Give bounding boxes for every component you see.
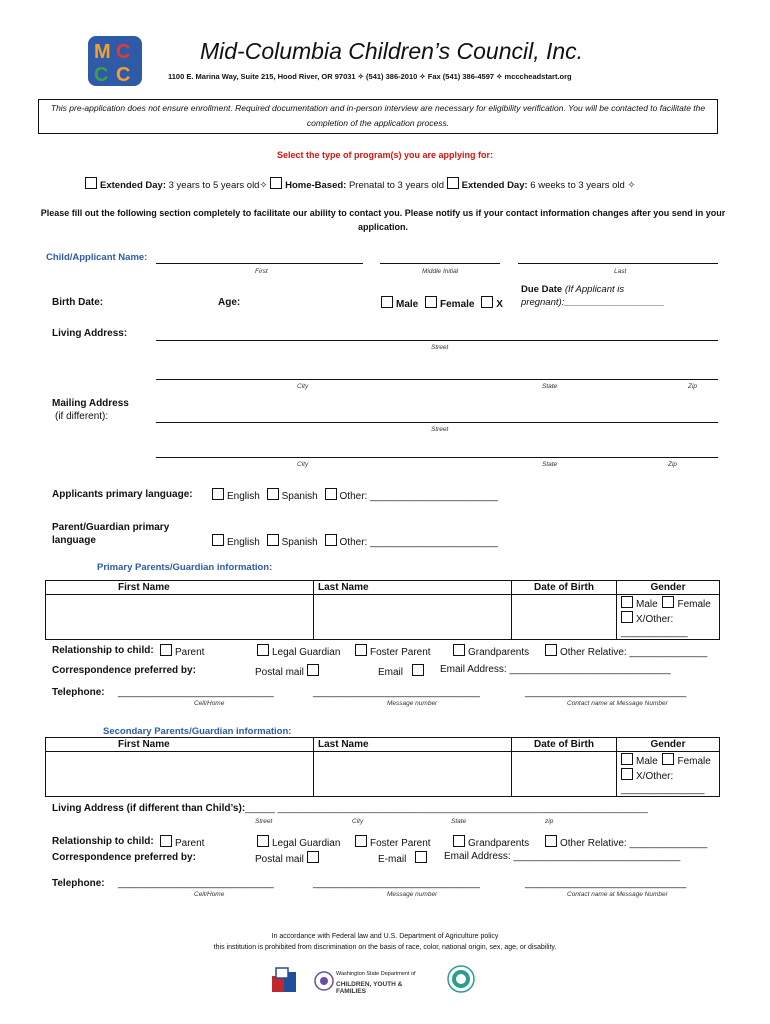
primary-gender-cell	[617, 595, 720, 640]
xother-label[interactable]: X/Other: _______________	[621, 771, 705, 795]
dcyf-logo	[314, 968, 434, 994]
opt1-text: 3 years to 5 years old✧	[166, 180, 268, 191]
pg-lang-english-checkbox[interactable]	[212, 534, 224, 546]
female-label: Female	[677, 756, 711, 767]
primary-email-checkbox[interactable]	[412, 664, 424, 676]
instructions: Please fill out the following section completely to facilitate our ability to contact you. Please notify us if your contact information changes after you send in your application.	[40, 208, 726, 232]
english-label: English	[227, 537, 260, 548]
secondary-grand-option	[453, 835, 529, 849]
due-date	[521, 283, 665, 309]
last-caption: Last	[614, 268, 627, 275]
program-options	[85, 177, 635, 191]
seal-logo	[447, 965, 475, 996]
opt3-text: 6 weeks to 3 years old ✧	[527, 180, 636, 191]
secondary-guardian-table	[45, 737, 720, 797]
primary-other-rel-option	[545, 644, 707, 658]
secondary-xother-checkbox[interactable]	[621, 768, 633, 780]
primary-last-name-cell[interactable]	[314, 595, 512, 640]
primary-heading: Primary Parents/Guardian information:	[97, 562, 273, 573]
mailing-address-label: Mailing Address	[52, 398, 129, 409]
street-caption: Street	[255, 818, 273, 825]
x-label: X	[496, 299, 503, 310]
state-caption: State	[542, 383, 558, 390]
state-caption: State	[542, 461, 558, 468]
postal-label: Postal mail	[255, 667, 304, 678]
opt2-text: Prenatal to 3 years old	[346, 180, 445, 191]
primary-first-name-cell[interactable]	[46, 595, 314, 640]
secondary-foster-checkbox[interactable]	[355, 835, 367, 847]
secondary-email-option	[378, 851, 430, 865]
notice-text: This pre-application does not ensure enrollment. Required documentation and in-person interview are necessary for eligibility verification. You will be contacted to facilitate the completion of the application process.	[50, 103, 706, 128]
home-based-checkbox[interactable]	[270, 177, 282, 189]
col-dob: Date of Birth	[534, 582, 594, 593]
primary-corr-label: Correspondence preferred by:	[52, 665, 196, 676]
primary-xother-checkbox[interactable]	[621, 611, 633, 623]
legal-guardian-label: Legal Guardian	[272, 838, 341, 849]
primary-parent-checkbox[interactable]	[160, 644, 172, 656]
spanish-label: Spanish	[281, 491, 318, 502]
middle-caption: Middle Initial	[422, 268, 459, 275]
primary-parent-option	[160, 644, 204, 658]
age-label: Age:	[218, 297, 241, 308]
opt2-label: Home-Based:	[285, 180, 347, 191]
secondary-gender-cell	[617, 752, 720, 797]
secondary-heading: Secondary Parents/Guardian information:	[103, 726, 292, 737]
secondary-living-label: Living Address (if different than Child’s):	[52, 803, 246, 814]
xother-label[interactable]: X/Other: ____________	[621, 614, 688, 638]
secondary-phone-cell-field[interactable]: ____________________________	[118, 878, 274, 889]
secondary-other-relative-checkbox[interactable]	[545, 835, 557, 847]
secondary-parent-checkbox[interactable]	[160, 835, 172, 847]
lang-english-checkbox[interactable]	[212, 488, 224, 500]
child-gender	[381, 296, 503, 310]
primary-legal-guardian-checkbox[interactable]	[257, 644, 269, 656]
pg-language-label	[52, 521, 169, 547]
primary-other-relative-checkbox[interactable]	[545, 644, 557, 656]
secondary-male-checkbox[interactable]	[621, 753, 633, 765]
secondary-legal-guardian-checkbox[interactable]	[257, 835, 269, 847]
foster-label: Foster Parent	[370, 647, 431, 658]
pg-lang-spanish-checkbox[interactable]	[267, 534, 279, 546]
male-label: Male	[396, 299, 419, 310]
legal-guardian-label: Legal Guardian	[272, 647, 341, 658]
primary-foster-checkbox[interactable]	[355, 644, 367, 656]
child-x-checkbox[interactable]	[481, 296, 493, 308]
extended-day-6wk-checkbox[interactable]	[447, 177, 459, 189]
zip-caption: zip	[545, 818, 554, 825]
birth-date-label: Birth Date:	[52, 297, 104, 308]
parent-label: Parent	[175, 838, 205, 849]
applicant-language-options	[212, 488, 498, 502]
primary-postal-checkbox[interactable]	[307, 664, 319, 676]
english-label: English	[227, 491, 260, 502]
col-gender: Gender	[650, 739, 686, 750]
blocks-logo	[270, 966, 298, 997]
secondary-last-name-cell[interactable]	[314, 752, 512, 797]
due-date-text: (If Applicant is	[562, 284, 625, 295]
mailing-city-state-zip-field[interactable]	[156, 457, 718, 458]
col-last-name: Last Name	[318, 739, 369, 750]
email-label: E-mail	[378, 854, 407, 865]
secondary-parent-option	[160, 835, 204, 849]
living-street-field[interactable]	[156, 340, 718, 341]
pg-language-label-2: language	[52, 535, 96, 546]
extended-day-3to5-checkbox[interactable]	[85, 177, 97, 189]
first-caption: First	[255, 268, 268, 275]
primary-phone-message-field[interactable]: ______________________________	[313, 687, 480, 698]
female-label: Female	[677, 599, 711, 610]
living-address-label: Living Address:	[52, 328, 128, 339]
col-first-name: First Name	[118, 582, 170, 593]
male-label: Male	[636, 756, 658, 767]
grandparents-label: Grandparents	[468, 838, 530, 849]
footer-line-1: In accordance with Federal law and U.S. Department of Agriculture policy	[271, 933, 499, 940]
secondary-first-name-cell[interactable]	[46, 752, 314, 797]
street-caption: Street	[431, 426, 449, 433]
child-last-name-field[interactable]	[518, 263, 718, 264]
svg-text:C: C	[116, 64, 131, 86]
living-city-state-zip-field[interactable]	[156, 379, 718, 380]
secondary-female-checkbox[interactable]	[662, 753, 674, 765]
mailing-street-field[interactable]	[156, 422, 718, 423]
opt1-label: Extended Day:	[100, 180, 166, 191]
pg-language-label-1: Parent/Guardian primary	[52, 522, 170, 533]
col-first-name: First Name	[118, 739, 170, 750]
secondary-postal-option	[255, 851, 322, 865]
svg-text:M: M	[94, 41, 111, 63]
pg-lang-other-checkbox[interactable]	[325, 534, 337, 546]
secondary-corr-label: Correspondence preferred by:	[52, 852, 196, 863]
state-caption: State	[451, 818, 467, 825]
primary-relationship-label: Relationship to child:	[52, 645, 154, 656]
secondary-relationship-label: Relationship to child:	[52, 836, 154, 847]
primary-telephone-label: Telephone:	[52, 687, 105, 698]
primary-legal-option	[257, 644, 340, 658]
secondary-other-rel-option	[545, 835, 707, 849]
program-heading: Select the type of program(s) you are applying for:	[276, 150, 494, 160]
female-label: Female	[440, 299, 475, 310]
city-caption: City	[352, 818, 364, 825]
secondary-phone-message-field[interactable]: ______________________________	[313, 878, 480, 889]
due-date-text2[interactable]: pregnant):___________________	[521, 297, 665, 308]
contact-caption: Contact name at Message Number	[567, 700, 668, 707]
dcyf-line1: Washington State Department of	[336, 971, 416, 977]
primary-phone-cell-field[interactable]: ____________________________	[118, 687, 274, 698]
secondary-foster-option	[355, 835, 431, 849]
message-caption: Message number	[387, 700, 438, 707]
secondary-dob-cell[interactable]	[512, 752, 617, 797]
lang-spanish-checkbox[interactable]	[267, 488, 279, 500]
primary-email-address[interactable]: Email Address: _____________________________	[440, 664, 671, 675]
mccc-logo	[88, 36, 142, 86]
primary-grandparents-checkbox[interactable]	[453, 644, 465, 656]
child-female-checkbox[interactable]	[425, 296, 437, 308]
primary-email-option	[378, 664, 427, 678]
primary-dob-cell[interactable]	[512, 595, 617, 640]
parent-label: Parent	[175, 647, 205, 658]
primary-contact-name-field[interactable]: _____________________________	[525, 687, 687, 698]
primary-female-checkbox[interactable]	[662, 596, 674, 608]
grandparents-label: Grandparents	[468, 647, 530, 658]
foster-label: Foster Parent	[370, 838, 431, 849]
svg-text:C: C	[94, 64, 109, 86]
contact-caption: Contact name at Message Number	[567, 891, 668, 898]
dcyf-line2: CHILDREN, YOUTH & FAMILIES	[336, 981, 403, 995]
lang-other-checkbox[interactable]	[325, 488, 337, 500]
message-caption: Message number	[387, 891, 438, 898]
primary-grand-option	[453, 644, 529, 658]
secondary-legal-option	[257, 835, 340, 849]
primary-postal-option	[255, 664, 322, 678]
secondary-living-field[interactable]: ______ __________________________________________________________________________	[245, 803, 648, 813]
secondary-email-address[interactable]: Email Address: ______________________________	[444, 851, 681, 862]
cell-caption: Cell/Home	[194, 891, 225, 898]
footer-line-2: this institution is prohibited from discrimination on the basis of race, color, national origin, sex, age, or disability.	[213, 944, 557, 951]
secondary-telephone-label: Telephone:	[52, 878, 105, 889]
secondary-grandparents-checkbox[interactable]	[453, 835, 465, 847]
mailing-address-sub: (if different):	[55, 411, 109, 422]
other-relative-label[interactable]: Other Relative: ______________	[560, 838, 708, 849]
spanish-label: Spanish	[281, 537, 318, 548]
page-title: Mid-Columbia Children’s Council, Inc.	[200, 38, 584, 64]
other-relative-label[interactable]: Other Relative: ______________	[560, 647, 708, 658]
due-date-label: Due Date	[521, 284, 563, 295]
street-caption: Street	[431, 344, 449, 351]
other-label[interactable]: Other: _______________________	[339, 537, 498, 548]
child-name-label: Child/Applicant Name:	[46, 252, 148, 263]
svg-text:C: C	[116, 41, 131, 63]
child-middle-initial-field[interactable]	[380, 263, 500, 264]
pg-language-options	[212, 534, 498, 548]
notice-box	[38, 99, 718, 134]
city-caption: City	[297, 383, 309, 390]
male-label: Male	[636, 599, 658, 610]
secondary-postal-checkbox[interactable]	[307, 851, 319, 863]
primary-male-checkbox[interactable]	[621, 596, 633, 608]
opt3-label: Extended Day:	[461, 180, 528, 191]
secondary-contact-name-field[interactable]: _____________________________	[525, 878, 687, 889]
contact-info: 1100 E. Marina Way, Suite 215, Hood River, OR 97031 ✧ (541) 386-2010 ✧ Fax (541) 386-4597 ✧ mcccheadstart.org	[168, 72, 572, 81]
child-male-checkbox[interactable]	[381, 296, 393, 308]
zip-caption: Zip	[688, 383, 698, 390]
secondary-email-checkbox[interactable]	[415, 851, 427, 863]
col-last-name: Last Name	[318, 582, 369, 593]
city-caption: City	[297, 461, 309, 468]
child-first-name-field[interactable]	[156, 263, 363, 264]
col-gender: Gender	[650, 582, 686, 593]
cell-caption: Cell/Home	[194, 700, 225, 707]
zip-caption: Zip	[668, 461, 678, 468]
email-label: Email	[378, 667, 404, 678]
col-dob: Date of Birth	[534, 739, 594, 750]
other-label[interactable]: Other: _______________________	[339, 491, 498, 502]
postal-label: Postal mail	[255, 854, 304, 865]
primary-foster-option	[355, 644, 431, 658]
primary-guardian-table	[45, 580, 720, 640]
applicant-language-label: Applicants primary language:	[52, 489, 193, 500]
